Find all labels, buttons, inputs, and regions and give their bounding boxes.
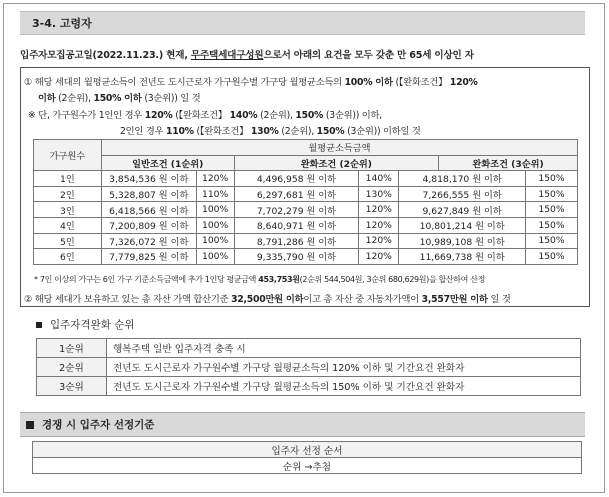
relax-rank: 1순위 [37, 339, 107, 358]
cell-r3-pct: 150% [526, 233, 578, 249]
cell-r2-amt: 8,640,971 원 이하 [234, 217, 359, 233]
cell-r3-amt: 10,989,108 원 이하 [399, 233, 526, 249]
cell-r2-pct: 120% [359, 202, 399, 218]
cell-r2-pct: 120% [359, 249, 399, 265]
table-row [37, 377, 581, 396]
income-table [33, 139, 578, 265]
cell-g-pct: 100% [196, 217, 234, 233]
cell-g-amt: 3,854,536 원 이하 [101, 171, 196, 187]
filled-square-icon [26, 421, 34, 429]
cell-r2-pct: 120% [359, 233, 399, 249]
cell-members: 5인 [34, 233, 102, 249]
intro-text: 입주자모집공고일(2022.11.23.) 현재, 무주택세대구성원으로서 아래의 요건을 모두 갖춘 만 65세 이상인 자 [20, 50, 474, 61]
cell-r3-pct: 150% [526, 202, 578, 218]
criteria-line-1: ① 해당 세대의 월평균소득이 전년도 도시근로자 가구원수별 가구당 월평균소득의 100% 이하 (【완화조건】 120% [24, 77, 478, 88]
cell-r2-amt: 6,297,681 원 이하 [234, 186, 359, 202]
square-bullet-icon [36, 322, 42, 328]
cell-r2-amt: 7,702,279 원 이하 [234, 202, 359, 218]
relax-table [36, 338, 581, 396]
cell-members: 4인 [34, 217, 102, 233]
table-row [34, 217, 578, 233]
criteria-line-3: 2인인 경우 110% (【완화조건】 130% (2순위), 150% (3순위)) 이하일 것 [120, 126, 421, 137]
cell-g-pct: 110% [196, 186, 234, 202]
cell-g-pct: 120% [196, 171, 234, 187]
cell-r3-amt: 4,818,170 원 이하 [399, 171, 526, 187]
cell-g-amt: 6,418,566 원 이하 [101, 202, 196, 218]
table-row [37, 358, 581, 377]
cell-r3-pct: 150% [526, 186, 578, 202]
relax-desc: 전년도 도시근로자 가구원수별 가구당 월평균소득의 120% 이하 및 기간요건 완화자 [107, 358, 581, 377]
table-row [34, 171, 578, 187]
cell-members: 3인 [34, 202, 102, 218]
cell-r2-amt: 4,496,958 원 이하 [234, 171, 359, 187]
cell-members: 2인 [34, 186, 102, 202]
cell-g-amt: 7,779,825 원 이하 [101, 249, 196, 265]
cell-r2-pct: 130% [359, 186, 399, 202]
criteria-line-2: ※ 단, 가구원수가 1인인 경우 120% (【완화조건】 140% (2순위), 150% (3순위)) 이하, [28, 110, 382, 121]
cell-g-amt: 5,328,807 원 이하 [101, 186, 196, 202]
table-row [34, 202, 578, 218]
cell-r3-pct: 150% [526, 249, 578, 265]
header-relax2: 완화조건 (2순위) [234, 155, 439, 171]
relax-rank: 3순위 [37, 377, 107, 396]
cell-g-amt: 7,326,072 원 이하 [101, 233, 196, 249]
footnote: * 7인 이상의 가구는 6인 가구 기준소득금액에 추가 1인당 평균금액 453,753원(2순위 544,504원, 3순위 680,629원)을 합산하여 산정 [34, 275, 485, 284]
relax-desc: 전년도 도시근로자 가구원수별 가구당 월평균소득의 150% 이하 및 기간요건 완화자 [107, 377, 581, 396]
table-row [34, 249, 578, 265]
order-header: 입주자 선정 순서 [33, 442, 582, 458]
cell-r3-amt: 10,801,214 원 이하 [399, 217, 526, 233]
order-value: 순위 →추첨 [33, 458, 582, 474]
selection-title: 경쟁 시 입주자 선정기준 [20, 412, 585, 437]
header-members: 가구원수 [34, 140, 102, 171]
cell-g-pct: 100% [196, 249, 234, 265]
cell-g-amt: 7,200,809 원 이하 [101, 217, 196, 233]
table-row [34, 233, 578, 249]
section-title: 3-4. 고령자 [20, 11, 585, 35]
cell-g-pct: 100% [196, 233, 234, 249]
cell-r3-amt: 7,266,555 원 이하 [399, 186, 526, 202]
cell-r3-amt: 11,669,738 원 이하 [399, 249, 526, 265]
relax-desc: 행복주택 일반 입주자격 충족 시 [107, 339, 581, 358]
cell-r2-amt: 8,791,286 원 이하 [234, 233, 359, 249]
cell-r2-amt: 9,335,790 원 이하 [234, 249, 359, 265]
cell-members: 1인 [34, 171, 102, 187]
table-row [34, 186, 578, 202]
relax-rank: 2순위 [37, 358, 107, 377]
cell-r2-pct: 120% [359, 217, 399, 233]
header-income: 월평균소득금액 [101, 140, 577, 156]
table-row [37, 339, 581, 358]
criteria-line-1b: 이하 (2순위), 150% 이하 (3순위)) 일 것 [38, 93, 201, 104]
header-relax3: 완화조건 (3순위) [439, 155, 578, 171]
header-general: 일반조건 (1순위) [101, 155, 234, 171]
income-rows [34, 171, 578, 265]
asset-line: ② 해당 세대가 보유하고 있는 총 자산 가액 합산기준 32,500만원 이하이고 총 자산 중 자동차가액이 3,557만원 이하 일 것 [24, 294, 511, 305]
intro-underline: 무주택세대구성원 [190, 50, 264, 61]
cell-r3-amt: 9,627,849 원 이하 [399, 202, 526, 218]
cell-r2-pct: 140% [359, 171, 399, 187]
cell-members: 6인 [34, 249, 102, 265]
cell-r3-pct: 150% [526, 171, 578, 187]
cell-r3-pct: 150% [526, 217, 578, 233]
order-table [32, 441, 582, 474]
relax-heading: 입주자격완화 순위 [36, 317, 134, 332]
cell-g-pct: 100% [196, 202, 234, 218]
